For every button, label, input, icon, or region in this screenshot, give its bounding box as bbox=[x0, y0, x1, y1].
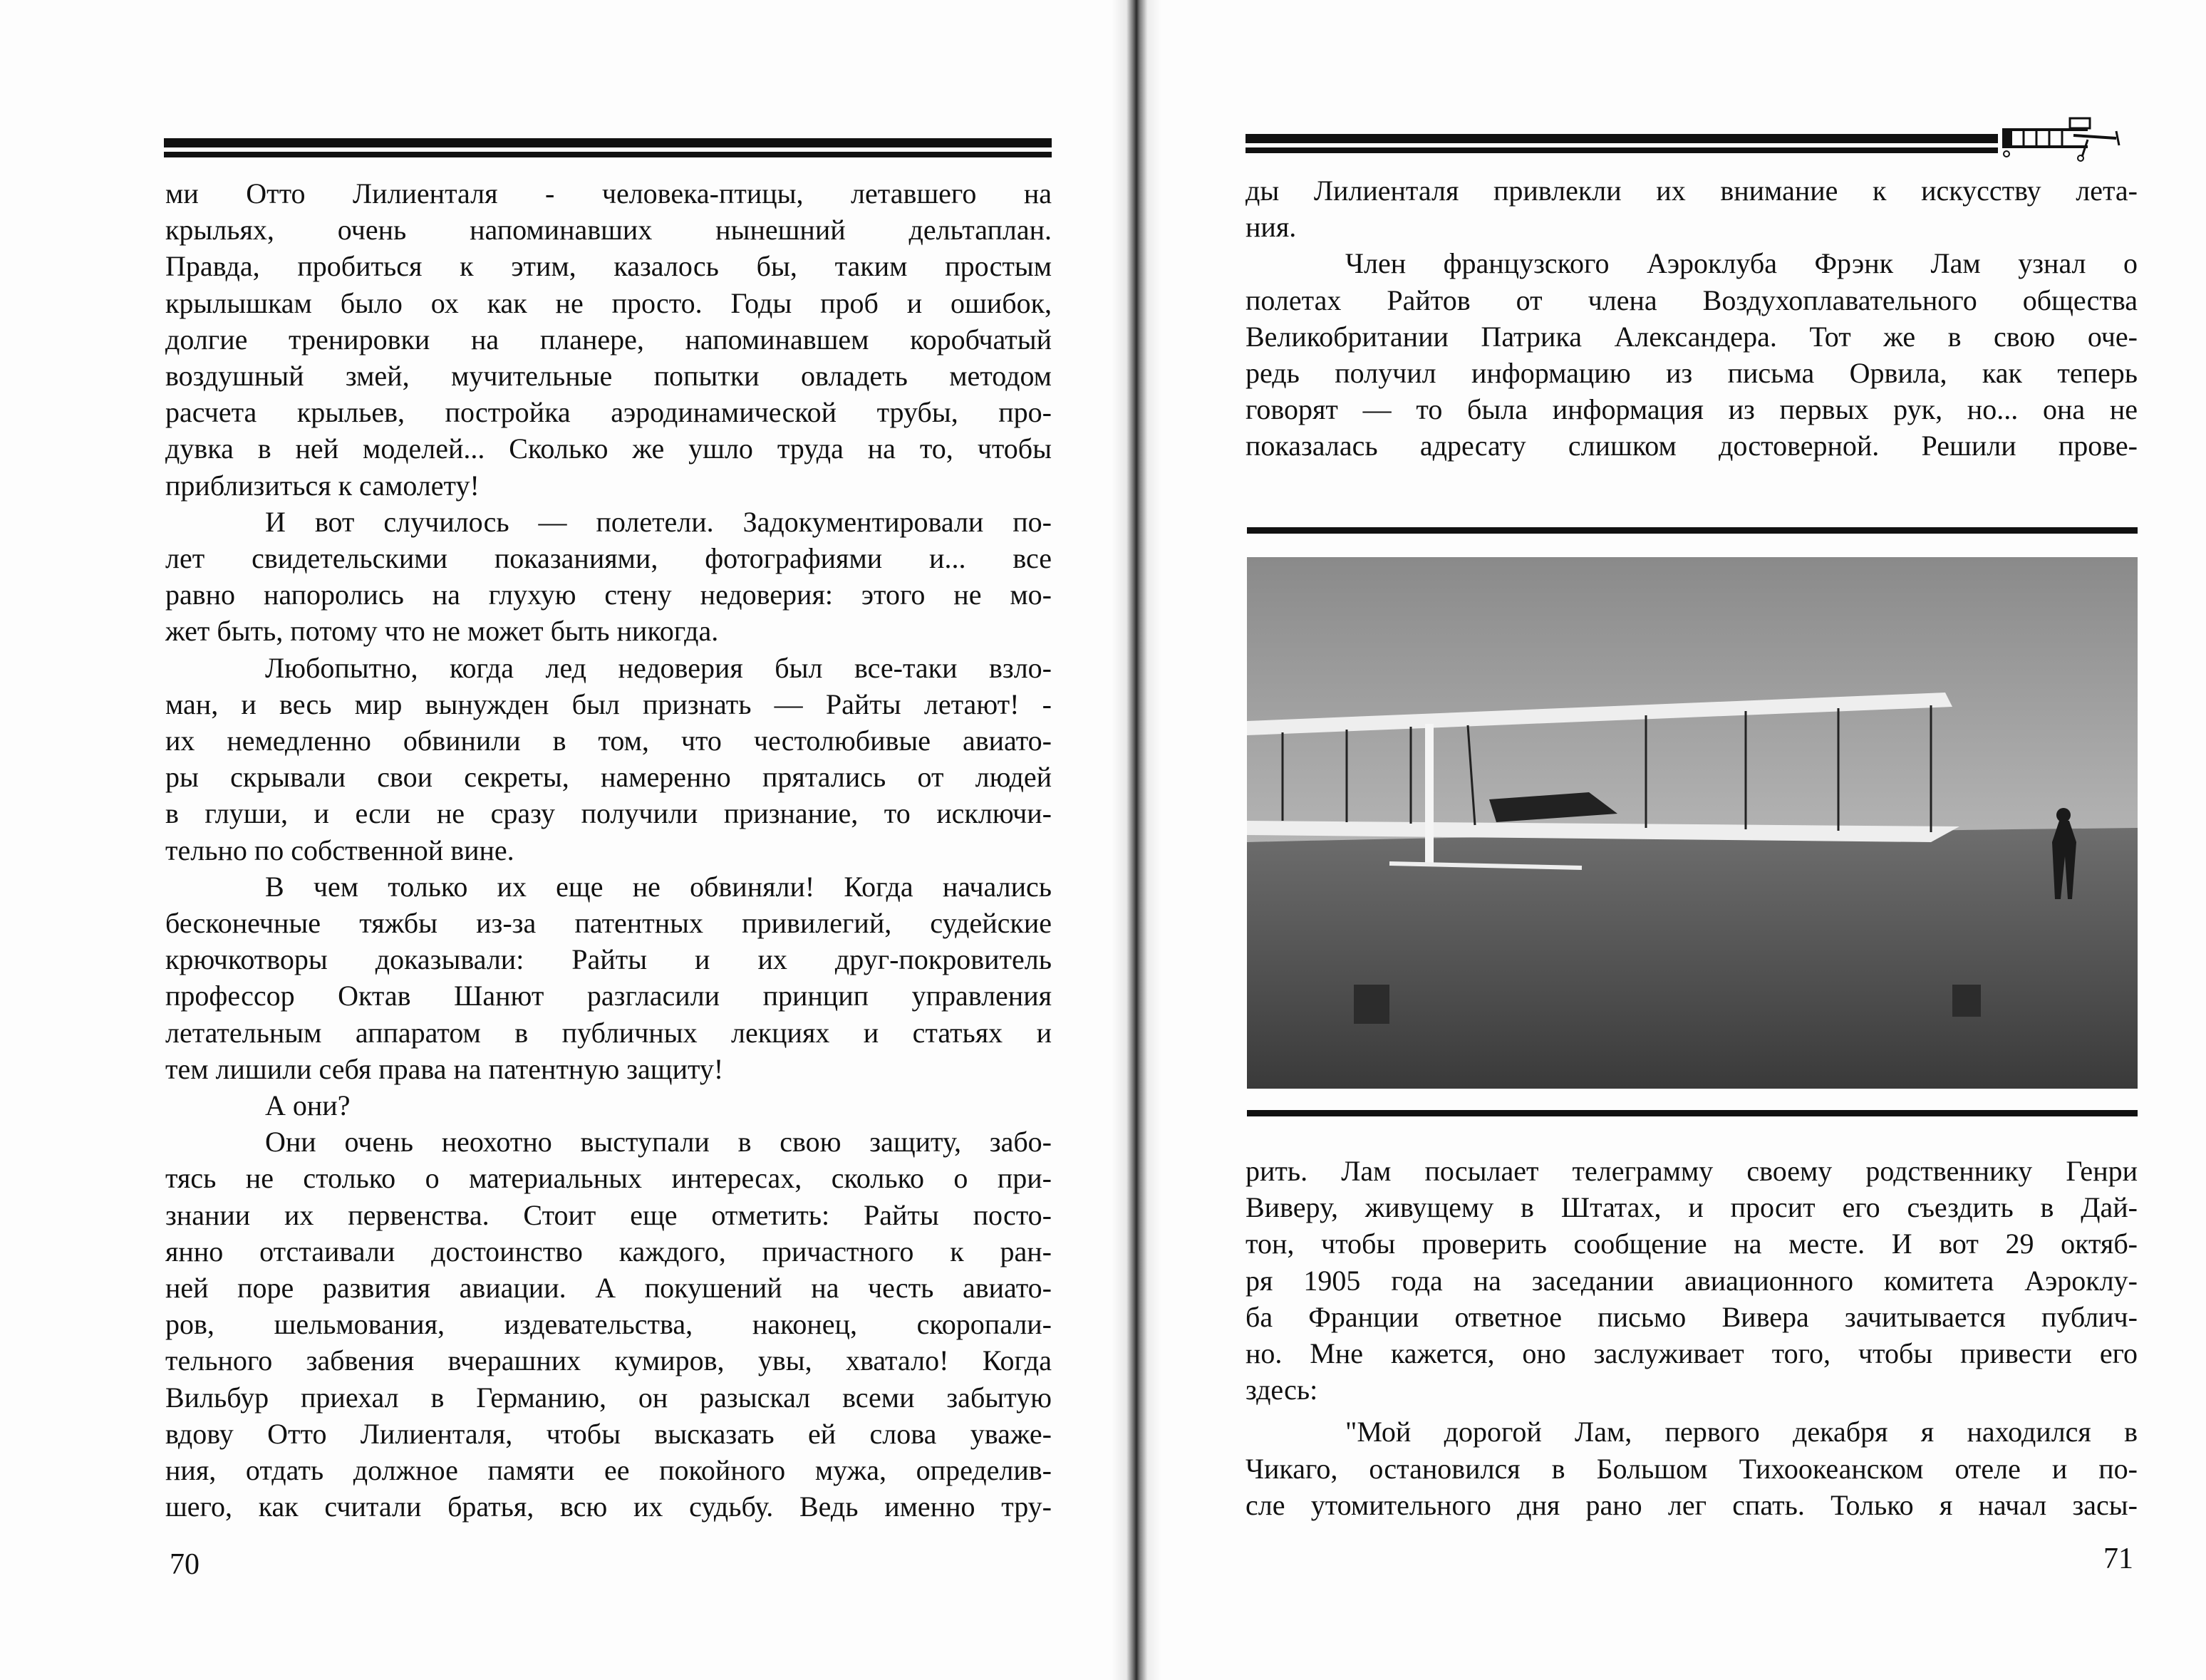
text-line: Чикаго, остановился в Большом Тихоокеанском отеле и по- bbox=[1246, 1452, 2138, 1485]
text-line: тем лишили себя права на патентную защиту! bbox=[165, 1052, 724, 1085]
text-line: ней поре развития авиации. А покушений на честь авиато- bbox=[165, 1272, 1052, 1304]
left-page-text bbox=[165, 175, 1052, 1529]
text-line: приблизиться к самолету! bbox=[165, 469, 480, 502]
text-line: А они? bbox=[265, 1089, 351, 1121]
text-line: но. Мне кажется, оно заслуживает того, чтобы привести его bbox=[1246, 1337, 2138, 1369]
header-rule-thick bbox=[1246, 134, 1998, 143]
text-line: ния, отдать должное памяти ее покойного мужа, определив- bbox=[165, 1454, 1052, 1486]
text-line: лет свидетельскими показаниями, фотографиями и... все bbox=[165, 542, 1052, 574]
text-line: говорят — то была информация из первых рук, но... она не bbox=[1246, 393, 2138, 426]
text-line: крылышкам было ох как не просто. Годы проб и ошибок, bbox=[165, 286, 1052, 319]
text-line: расчета крыльев, постройка аэродинамической трубы, про- bbox=[165, 396, 1052, 429]
text-line: показалась адресату слишком достоверной. Решили прове- bbox=[1246, 430, 2138, 462]
text-line: ба Франции ответное письмо Вивера зачитывается публич- bbox=[1246, 1300, 2138, 1333]
text-line: Они очень неохотно выступали в свою защиту, забо- bbox=[265, 1126, 1052, 1158]
photo-rule-top bbox=[1247, 527, 2138, 534]
text-line: летательным аппаратом в публичных лекциях и статьях и bbox=[165, 1016, 1052, 1049]
biplane-icon bbox=[2002, 114, 2138, 164]
text-line: жет быть, потому что не может быть никогда. bbox=[165, 615, 719, 648]
text-line: бесконечные тяжбы из-за патентных привилегий, судейские bbox=[165, 907, 1052, 939]
wright-flyer-photo bbox=[1247, 557, 2138, 1089]
text-line: долгие тренировки на планере, напоминавшем коробчатый bbox=[165, 323, 1052, 356]
text-line: шего, как считали братья, всю их судьбу. Ведь именно тру- bbox=[165, 1490, 1052, 1523]
text-line: вдову Отто Лилиенталя, чтобы высказать ей слова уваже- bbox=[165, 1417, 1052, 1450]
text-line: ды Лилиенталя привлекли их внимание к искусству лета- bbox=[1246, 175, 2138, 207]
text-line: полетах Райтов от члена Воздухоплавательного общества bbox=[1246, 284, 2138, 316]
text-line: Любопытно, когда лед недоверия был все-таки взло- bbox=[265, 651, 1052, 684]
text-line: ми Отто Лилиенталя - человека-птицы, летавшего на bbox=[165, 177, 1052, 209]
text-line: янно отстаивали достоинство каждого, причастного к ран- bbox=[165, 1235, 1052, 1267]
text-line: рить. Лам посылает телеграмму своему родственнику Генри bbox=[1246, 1155, 2138, 1187]
text-line: здесь: bbox=[1246, 1374, 1318, 1406]
text-line: В чем только их еще не обвиняли! Когда начались bbox=[265, 870, 1052, 903]
text-line: ры скрывали свои секреты, намеренно прятались от людей bbox=[165, 761, 1052, 794]
page-number: 70 bbox=[170, 1548, 200, 1581]
text-line: ря 1905 года на заседании авиационного комитета Аэроклу- bbox=[1246, 1264, 2138, 1297]
text-line: тельно по собственной вине. bbox=[165, 834, 514, 866]
text-line: тельного забвения вчерашних кумиров, увы, хватало! Когда bbox=[165, 1344, 1052, 1377]
text-line: крючкотворы доказывали: Райты и их друг-покровитель bbox=[165, 943, 1052, 976]
header-rule-thick bbox=[164, 138, 1052, 147]
text-line: воздушный змей, мучительные попытки овладеть методом bbox=[165, 360, 1052, 392]
book-gutter bbox=[1112, 0, 1161, 1680]
photo-rule-bottom bbox=[1247, 1110, 2138, 1116]
header-rule-thin bbox=[1246, 147, 1998, 153]
text-line: ров, шельмования, издевательства, наконец, скоропали- bbox=[165, 1308, 1052, 1341]
text-line: крыльях, очень напоминавших нынешний дельтаплан. bbox=[165, 214, 1052, 247]
text-line: в глуши, и если не сразу получили признание, то исключи- bbox=[165, 797, 1052, 830]
text-line: ния. bbox=[1246, 211, 1297, 244]
text-line: дувка в ней моделей... Сколько же ушло труда на то, чтобы bbox=[165, 432, 1052, 465]
text-line: Вильбур приехал в Германию, он разыскал всеми забытую bbox=[165, 1381, 1052, 1414]
page-number: 71 bbox=[2103, 1542, 2133, 1575]
text-line: знании их первенства. Стоит еще отметить: Райты посто- bbox=[165, 1198, 1052, 1231]
text-line: редь получил информацию из письма Орвила, как теперь bbox=[1246, 357, 2138, 389]
text-line: Правда, пробиться к этим, казалось бы, таким простым bbox=[165, 250, 1052, 283]
text-line: ман, и весь мир вынужден был признать — Райты летают! - bbox=[165, 688, 1052, 720]
text-line: сле утомительного дня рано лег спать. Только я начал засы- bbox=[1246, 1488, 2138, 1521]
text-line: "Мой дорогой Лам, первого декабря я находился в bbox=[1345, 1416, 2138, 1448]
text-line: И вот случилось — полетели. Задокументировали по- bbox=[265, 505, 1052, 538]
text-line: равно напоролись на глухую стену недоверия: этого не мо- bbox=[165, 579, 1052, 611]
header-rule-thin bbox=[164, 152, 1052, 157]
text-line: Член французского Аэроклуба Фрэнк Лам узнал о bbox=[1345, 247, 2138, 280]
right-page-text-bottom bbox=[1246, 1153, 2138, 1538]
text-line: их немедленно обвинили в том, что честолюбивые авиато- bbox=[165, 725, 1052, 757]
text-line: профессор Октав Шанют разгласили принцип управления bbox=[165, 980, 1052, 1012]
right-page-text-top bbox=[1246, 172, 2138, 472]
text-line: Великобритании Патрика Александера. Тот же в свою оче- bbox=[1246, 320, 2138, 353]
text-line: тон, чтобы проверить сообщение на месте. И вот 29 октяб- bbox=[1246, 1228, 2138, 1260]
text-line: Виверу, живущему в Штатах, и просит его съездить в Дай- bbox=[1246, 1191, 2138, 1224]
text-line: тясь не столько о материальных интересах, сколько о при- bbox=[165, 1162, 1052, 1195]
